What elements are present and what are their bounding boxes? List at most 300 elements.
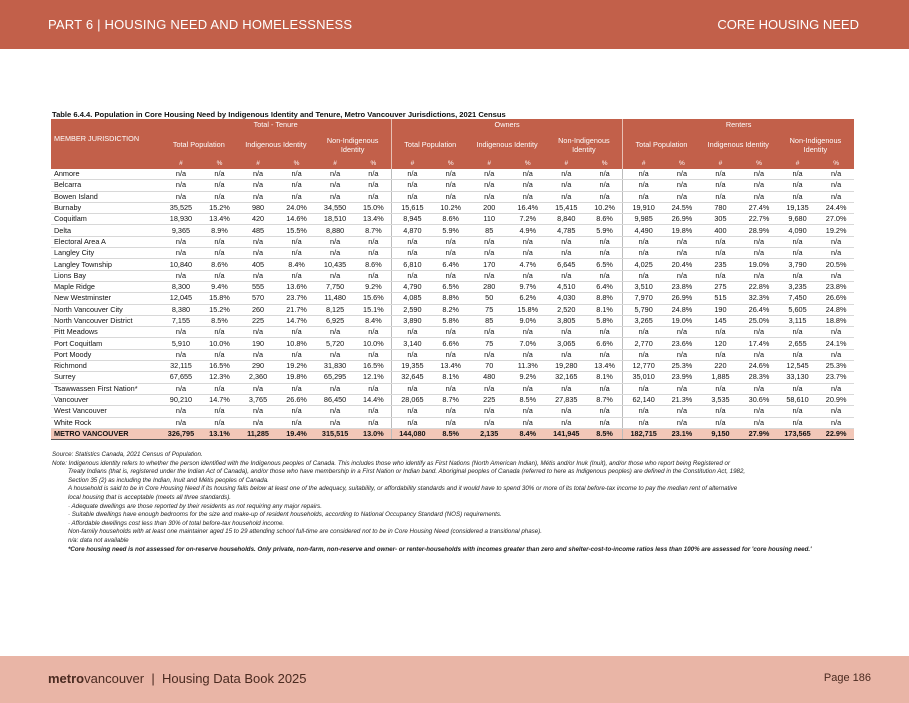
jurisdiction-name: METRO VANCOUVER <box>51 428 160 439</box>
percent-cell: 5.8% <box>433 315 469 326</box>
table-row <box>51 394 854 405</box>
percent-cell: 4.9% <box>510 225 546 236</box>
count-cell: n/a <box>237 349 278 360</box>
percent-cell: n/a <box>202 248 238 259</box>
count-cell: n/a <box>777 180 818 191</box>
percent-cell: 8.8% <box>587 293 623 304</box>
percent-cell: 27.9% <box>741 428 777 439</box>
group-header-total: Total - Tenure <box>160 119 391 130</box>
percent-cell: n/a <box>433 349 469 360</box>
count-cell: n/a <box>391 383 432 394</box>
unit-header-percent: % <box>433 159 469 169</box>
percent-cell: n/a <box>818 191 854 202</box>
unit-header-percent: % <box>279 159 315 169</box>
percent-cell: n/a <box>433 406 469 417</box>
percent-cell: n/a <box>279 417 315 428</box>
percent-cell: 4.7% <box>510 259 546 270</box>
count-cell: 4,025 <box>623 259 664 270</box>
percent-cell: n/a <box>818 169 854 180</box>
count-cell: 32,115 <box>160 361 201 372</box>
count-cell: 400 <box>700 225 741 236</box>
subgroup-header: Non-Indigenous Identity <box>314 130 391 159</box>
percent-cell: n/a <box>664 248 700 259</box>
percent-cell: 14.6% <box>279 214 315 225</box>
percent-cell: n/a <box>202 169 238 180</box>
percent-cell: 8.1% <box>433 372 469 383</box>
count-cell: n/a <box>237 417 278 428</box>
count-cell: 90,210 <box>160 394 201 405</box>
percent-cell: n/a <box>741 327 777 338</box>
percent-cell: 8.7% <box>587 394 623 405</box>
count-cell: n/a <box>700 180 741 191</box>
topic-title: CORE HOUSING NEED <box>717 17 859 32</box>
jurisdiction-name: Tsawwassen First Nation* <box>51 383 160 394</box>
percent-cell: n/a <box>587 417 623 428</box>
page-header <box>0 0 909 49</box>
count-cell: 2,135 <box>469 428 510 439</box>
count-cell: 75 <box>469 304 510 315</box>
percent-cell: n/a <box>279 180 315 191</box>
percent-cell: 28.9% <box>741 225 777 236</box>
count-cell: n/a <box>391 248 432 259</box>
percent-cell: 23.8% <box>818 281 854 292</box>
percent-cell: 6.5% <box>587 259 623 270</box>
count-cell: n/a <box>623 248 664 259</box>
section-title: PART 6 | HOUSING NEED AND HOMELESSNESS <box>48 17 353 32</box>
count-cell: 11,285 <box>237 428 278 439</box>
count-cell: 32,165 <box>546 372 587 383</box>
count-cell: 2,360 <box>237 372 278 383</box>
count-cell: n/a <box>391 236 432 247</box>
count-cell: 2,770 <box>623 338 664 349</box>
percent-cell: 8.7% <box>433 394 469 405</box>
count-cell: 8,125 <box>314 304 355 315</box>
subgroup-header: Indigenous Identity <box>700 130 777 159</box>
unit-header-count: # <box>777 159 818 169</box>
jurisdiction-name: White Rock <box>51 417 160 428</box>
count-cell: 120 <box>700 338 741 349</box>
percent-cell: 13.1% <box>202 428 238 439</box>
jurisdiction-name: Richmond <box>51 361 160 372</box>
percent-cell: 9.2% <box>356 281 392 292</box>
jurisdiction-name: Langley Township <box>51 259 160 270</box>
count-cell: 7,750 <box>314 281 355 292</box>
percent-cell: 8.4% <box>356 315 392 326</box>
percent-cell: n/a <box>510 406 546 417</box>
brand-logo <box>48 671 307 686</box>
count-cell: n/a <box>777 270 818 281</box>
count-cell: 4,510 <box>546 281 587 292</box>
percent-cell: 19.8% <box>279 372 315 383</box>
count-cell: 2,520 <box>546 304 587 315</box>
percent-cell: 18.8% <box>818 315 854 326</box>
count-cell: 7,450 <box>777 293 818 304</box>
percent-cell: 20.4% <box>664 259 700 270</box>
count-cell: 485 <box>237 225 278 236</box>
count-cell: n/a <box>391 180 432 191</box>
percent-cell: 20.5% <box>818 259 854 270</box>
count-cell: 200 <box>469 202 510 213</box>
count-cell: n/a <box>160 349 201 360</box>
jurisdiction-name: Anmore <box>51 169 160 180</box>
percent-cell: n/a <box>279 349 315 360</box>
percent-cell: 21.3% <box>664 394 700 405</box>
count-cell: n/a <box>469 248 510 259</box>
count-cell: 570 <box>237 293 278 304</box>
count-cell: 305 <box>700 214 741 225</box>
count-cell: 405 <box>237 259 278 270</box>
count-cell: 515 <box>700 293 741 304</box>
count-cell: n/a <box>237 270 278 281</box>
count-cell: 220 <box>700 361 741 372</box>
percent-cell: n/a <box>818 349 854 360</box>
percent-cell: n/a <box>741 169 777 180</box>
count-cell: n/a <box>469 349 510 360</box>
table-row <box>51 169 854 180</box>
count-cell: n/a <box>546 417 587 428</box>
count-cell: n/a <box>546 180 587 191</box>
percent-cell: n/a <box>587 248 623 259</box>
percent-cell: n/a <box>356 270 392 281</box>
percent-cell: n/a <box>587 236 623 247</box>
count-cell: n/a <box>700 349 741 360</box>
table-row <box>51 406 854 417</box>
count-cell: n/a <box>700 248 741 259</box>
percent-cell: n/a <box>587 327 623 338</box>
percent-cell: n/a <box>587 349 623 360</box>
unit-header-percent: % <box>356 159 392 169</box>
percent-cell: 15.8% <box>510 304 546 315</box>
subgroup-header: Non-Indigenous Identity <box>777 130 854 159</box>
percent-cell: 8.6% <box>202 259 238 270</box>
page-number: Page 186 <box>823 672 871 684</box>
percent-cell: n/a <box>202 383 238 394</box>
percent-cell: 6.2% <box>510 293 546 304</box>
jurisdiction-name: Electoral Area A <box>51 236 160 247</box>
percent-cell: 23.6% <box>664 338 700 349</box>
count-cell: 8,880 <box>314 225 355 236</box>
count-cell: n/a <box>391 191 432 202</box>
count-cell: n/a <box>546 327 587 338</box>
percent-cell: 23.8% <box>664 281 700 292</box>
table-row <box>51 349 854 360</box>
subgroup-header: Non-Indigenous Identity <box>546 130 623 159</box>
count-cell: 18,510 <box>314 214 355 225</box>
na-note: n/a: data not available <box>68 536 129 544</box>
percent-cell: n/a <box>741 180 777 191</box>
percent-cell: 9.0% <box>510 315 546 326</box>
count-cell: 28,065 <box>391 394 432 405</box>
count-cell: n/a <box>777 349 818 360</box>
unit-header-count: # <box>160 159 201 169</box>
count-cell: n/a <box>237 180 278 191</box>
percent-cell: 23.7% <box>818 372 854 383</box>
percent-cell: 8.4% <box>279 259 315 270</box>
percent-cell: 26.6% <box>279 394 315 405</box>
percent-cell: 11.3% <box>510 361 546 372</box>
count-cell: n/a <box>777 236 818 247</box>
count-cell: n/a <box>546 248 587 259</box>
percent-cell: n/a <box>587 270 623 281</box>
percent-cell: n/a <box>279 383 315 394</box>
percent-cell: 8.5% <box>202 315 238 326</box>
count-cell: n/a <box>546 406 587 417</box>
jurisdiction-name: Pitt Meadows <box>51 327 160 338</box>
count-cell: 4,085 <box>391 293 432 304</box>
count-cell: 1,885 <box>700 372 741 383</box>
percent-cell: 24.6% <box>741 361 777 372</box>
percent-cell: n/a <box>510 180 546 191</box>
count-cell: n/a <box>237 169 278 180</box>
percent-cell: n/a <box>202 180 238 191</box>
count-cell: n/a <box>546 349 587 360</box>
count-cell: n/a <box>777 417 818 428</box>
percent-cell: 21.7% <box>279 304 315 315</box>
count-cell: 144,080 <box>391 428 432 439</box>
unit-header-count: # <box>237 159 278 169</box>
count-cell: 315,515 <box>314 428 355 439</box>
percent-cell: n/a <box>818 417 854 428</box>
count-cell: n/a <box>623 169 664 180</box>
percent-cell: 27.0% <box>818 214 854 225</box>
percent-cell: n/a <box>356 169 392 180</box>
count-cell: n/a <box>237 248 278 259</box>
group-header-owners: Owners <box>391 119 622 130</box>
subgroup-header: Indigenous Identity <box>237 130 314 159</box>
count-cell: n/a <box>160 406 201 417</box>
percent-cell: 8.1% <box>587 304 623 315</box>
jurisdiction-name: New Westminster <box>51 293 160 304</box>
percent-cell: 16.4% <box>510 202 546 213</box>
count-cell: n/a <box>700 270 741 281</box>
count-cell: 182,715 <box>623 428 664 439</box>
jurisdiction-name: Vancouver <box>51 394 160 405</box>
count-cell: 19,910 <box>623 202 664 213</box>
percent-cell: 8.8% <box>433 293 469 304</box>
percent-cell: 13.4% <box>202 214 238 225</box>
percent-cell: n/a <box>356 236 392 247</box>
count-cell: n/a <box>314 169 355 180</box>
count-cell: n/a <box>623 417 664 428</box>
percent-cell: 23.9% <box>664 372 700 383</box>
count-cell: 4,785 <box>546 225 587 236</box>
count-cell: 145 <box>700 315 741 326</box>
percent-cell: n/a <box>279 191 315 202</box>
percent-cell: 15.2% <box>202 202 238 213</box>
count-cell: n/a <box>391 406 432 417</box>
brand-separator: | <box>151 671 155 686</box>
percent-cell: n/a <box>664 180 700 191</box>
count-cell: n/a <box>237 327 278 338</box>
percent-cell: n/a <box>202 191 238 202</box>
count-cell: 19,135 <box>777 202 818 213</box>
count-cell: 5,790 <box>623 304 664 315</box>
percent-cell: 25.3% <box>818 361 854 372</box>
count-cell: 980 <box>237 202 278 213</box>
percent-cell: n/a <box>741 406 777 417</box>
percent-cell: n/a <box>741 236 777 247</box>
count-cell: n/a <box>237 191 278 202</box>
unit-header-count: # <box>623 159 664 169</box>
count-cell: 12,545 <box>777 361 818 372</box>
percent-cell: n/a <box>510 383 546 394</box>
percent-cell: 22.7% <box>741 214 777 225</box>
count-cell: 275 <box>700 281 741 292</box>
count-cell: n/a <box>623 191 664 202</box>
count-cell: n/a <box>700 406 741 417</box>
count-cell: 85 <box>469 225 510 236</box>
count-cell: 9,985 <box>623 214 664 225</box>
count-cell: 480 <box>469 372 510 383</box>
table-row <box>51 372 854 383</box>
unit-header-percent: % <box>587 159 623 169</box>
page-footer <box>0 656 909 703</box>
percent-cell: 13.4% <box>356 214 392 225</box>
percent-cell: n/a <box>433 327 469 338</box>
percent-cell: 26.9% <box>664 293 700 304</box>
percent-cell: 25.0% <box>741 315 777 326</box>
count-cell: n/a <box>160 270 201 281</box>
percent-cell: n/a <box>587 169 623 180</box>
percent-cell: 24.0% <box>279 202 315 213</box>
count-cell: n/a <box>777 327 818 338</box>
percent-cell: n/a <box>202 349 238 360</box>
percent-cell: 9.4% <box>202 281 238 292</box>
count-cell: 15,615 <box>391 202 432 213</box>
reserve-note: *Core housing need is not assessed for on-reserve households. Only private, non-farm, non-reserve and owner- or renter-households with incomes greater than zero and shelter-cost-to-income ratios less than 100% are assessed for 'core housing need.' <box>68 545 812 553</box>
count-cell: n/a <box>469 169 510 180</box>
count-cell: n/a <box>237 236 278 247</box>
count-cell: n/a <box>160 191 201 202</box>
percent-cell: 12.3% <box>202 372 238 383</box>
percent-cell: n/a <box>818 236 854 247</box>
count-cell: 18,930 <box>160 214 201 225</box>
count-cell: 58,610 <box>777 394 818 405</box>
count-cell: 50 <box>469 293 510 304</box>
total-row <box>51 428 854 439</box>
count-cell: n/a <box>469 406 510 417</box>
percent-cell: 13.0% <box>356 428 392 439</box>
count-cell: n/a <box>314 248 355 259</box>
count-cell: 9,680 <box>777 214 818 225</box>
jurisdiction-name: Port Coquitlam <box>51 338 160 349</box>
percent-cell: 6.4% <box>433 259 469 270</box>
count-cell: 260 <box>237 304 278 315</box>
adequate-note: · Adequate dwellings are those reported by their residents as not requiring any major repairs. <box>68 502 322 510</box>
count-cell: 10,435 <box>314 259 355 270</box>
table-row <box>51 304 854 315</box>
indigenous-identity-note-cont: Section 35 (2) as including the Indian, Inuit and Métis peoples of Canada. <box>68 476 269 484</box>
jurisdiction-name: Surrey <box>51 372 160 383</box>
percent-cell: 8.6% <box>356 259 392 270</box>
count-cell: n/a <box>314 417 355 428</box>
jurisdiction-name: North Vancouver District <box>51 315 160 326</box>
percent-cell: n/a <box>202 406 238 417</box>
unit-header-percent: % <box>818 159 854 169</box>
count-cell: n/a <box>160 169 201 180</box>
percent-cell: n/a <box>510 236 546 247</box>
core-housing-need-definition-cont: local housing that is acceptable (meets all three standards). <box>68 493 232 501</box>
count-cell: 6,925 <box>314 315 355 326</box>
affordable-note: · Affordable dwellings cost less than 30% of total before-tax household income. <box>68 519 285 527</box>
percent-cell: 32.3% <box>741 293 777 304</box>
count-cell: n/a <box>160 383 201 394</box>
table-row <box>51 417 854 428</box>
count-cell: n/a <box>623 349 664 360</box>
percent-cell: 5.9% <box>433 225 469 236</box>
table-caption: Table 6.4.4. Population in Core Housing Need by Indigenous Identity and Tenure, Metro Vancouver Jurisdictions, 2021 Census <box>52 110 506 119</box>
percent-cell: 22.8% <box>741 281 777 292</box>
jurisdiction-name: Langley City <box>51 248 160 259</box>
jurisdiction-name: Belcarra <box>51 180 160 191</box>
percent-cell: n/a <box>202 270 238 281</box>
count-cell: 7,970 <box>623 293 664 304</box>
count-cell: n/a <box>546 383 587 394</box>
count-cell: 86,450 <box>314 394 355 405</box>
percent-cell: 14.7% <box>279 315 315 326</box>
count-cell: n/a <box>314 236 355 247</box>
unit-header-percent: % <box>202 159 238 169</box>
count-cell: 34,550 <box>314 202 355 213</box>
percent-cell: 10.0% <box>202 338 238 349</box>
count-cell: n/a <box>391 169 432 180</box>
percent-cell: 19.0% <box>664 315 700 326</box>
table-row <box>51 191 854 202</box>
count-cell: n/a <box>623 327 664 338</box>
percent-cell: 15.2% <box>202 304 238 315</box>
count-cell: 10,840 <box>160 259 201 270</box>
count-cell: 9,150 <box>700 428 741 439</box>
table-row <box>51 236 854 247</box>
percent-cell: 6.4% <box>587 281 623 292</box>
count-cell: n/a <box>777 169 818 180</box>
count-cell: n/a <box>469 417 510 428</box>
percent-cell: 16.5% <box>202 361 238 372</box>
percent-cell: 8.6% <box>587 214 623 225</box>
count-cell: n/a <box>700 169 741 180</box>
percent-cell: 8.7% <box>356 225 392 236</box>
count-cell: n/a <box>777 383 818 394</box>
count-cell: 6,810 <box>391 259 432 270</box>
percent-cell: 30.6% <box>741 394 777 405</box>
count-cell: n/a <box>777 248 818 259</box>
percent-cell: 24.1% <box>818 338 854 349</box>
percent-cell: 8.5% <box>587 428 623 439</box>
percent-cell: 5.9% <box>587 225 623 236</box>
percent-cell: n/a <box>741 270 777 281</box>
percent-cell: 14.4% <box>356 394 392 405</box>
count-cell: 27,835 <box>546 394 587 405</box>
count-cell: n/a <box>623 406 664 417</box>
percent-cell: n/a <box>510 417 546 428</box>
percent-cell: n/a <box>279 248 315 259</box>
count-cell: n/a <box>623 236 664 247</box>
count-cell: 9,365 <box>160 225 201 236</box>
count-cell: n/a <box>391 270 432 281</box>
table-row <box>51 248 854 259</box>
count-cell: 35,525 <box>160 202 201 213</box>
count-cell: 32,645 <box>391 372 432 383</box>
percent-cell: n/a <box>818 180 854 191</box>
unit-header-blank <box>51 159 160 169</box>
jurisdiction-name: Coquitlam <box>51 214 160 225</box>
percent-cell: n/a <box>356 417 392 428</box>
percent-cell: n/a <box>587 406 623 417</box>
percent-cell: 17.4% <box>741 338 777 349</box>
count-cell: 225 <box>237 315 278 326</box>
percent-cell: 6.5% <box>433 281 469 292</box>
percent-cell: n/a <box>818 383 854 394</box>
